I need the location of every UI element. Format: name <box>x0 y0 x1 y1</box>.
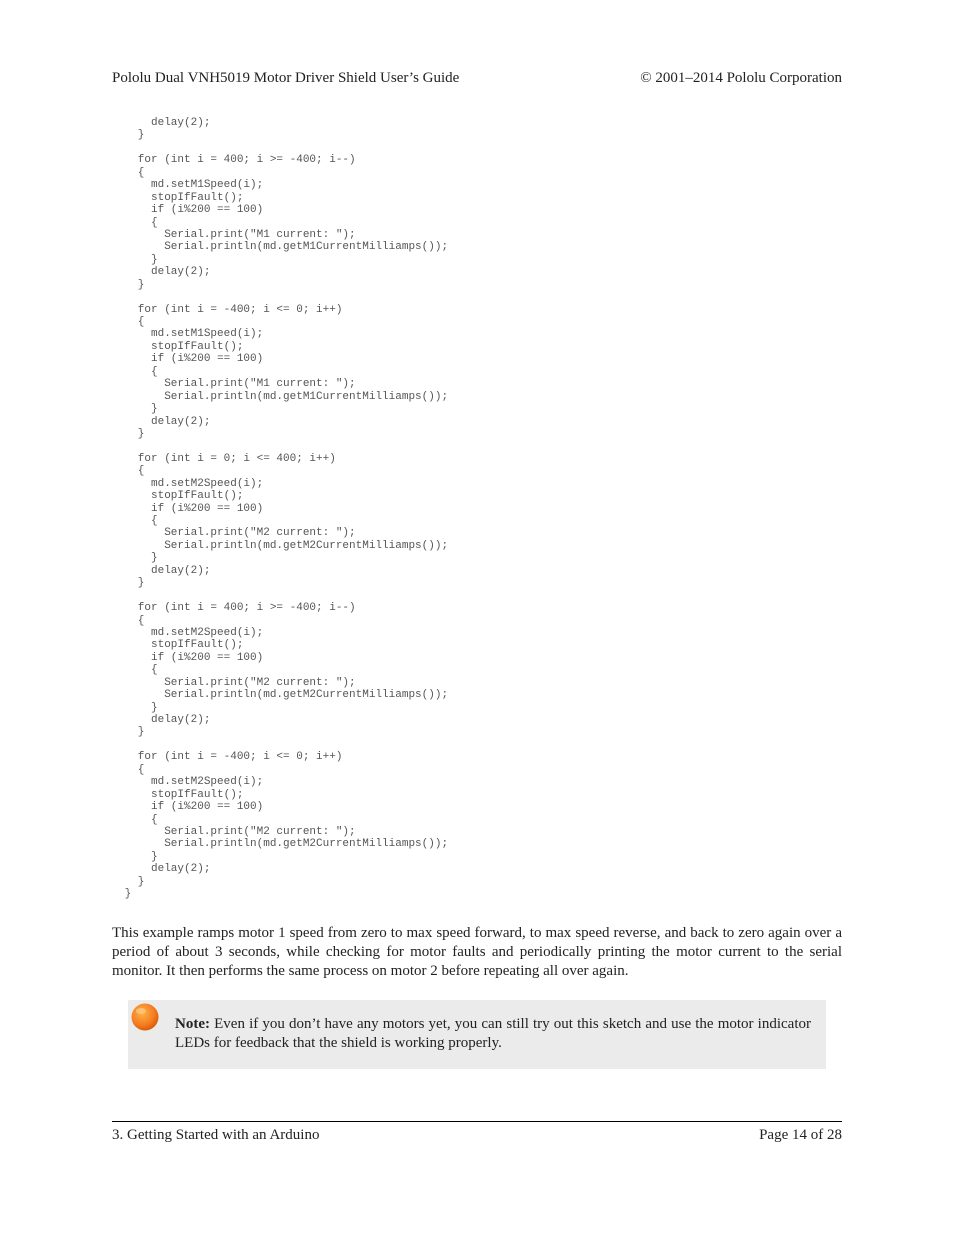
code-line: } <box>118 850 158 863</box>
code-line: if (i%200 == 100) <box>118 353 264 366</box>
code-line <box>118 590 448 602</box>
code-line: { <box>118 216 158 229</box>
code-line: } <box>118 129 145 142</box>
code-line <box>118 291 448 303</box>
code-line: md.setM1Speed(i); <box>118 179 264 192</box>
note-box <box>128 1000 826 1069</box>
code-line: delay(2); <box>118 863 211 876</box>
code-line: Serial.println(md.getM1CurrentMilliamps()); <box>118 390 449 403</box>
body-paragraph: This example ramps motor 1 speed from zero to max speed forward, to max speed reverse, and back to zero again over a period of about 3 seconds, while checking for motor faults and periodically printing the motor current to the serial monitor. It then performs the same process on motor 2 before repeating all over again. <box>112 925 842 979</box>
code-listing <box>118 117 448 901</box>
code-line: Serial.println(md.getM2CurrentMilliamps()); <box>118 539 449 552</box>
code-line: { <box>118 664 158 677</box>
code-line: } <box>118 552 158 565</box>
code-line: { <box>118 614 145 627</box>
code-line: if (i%200 == 100) <box>118 651 264 664</box>
code-line: md.setM2Speed(i); <box>118 477 264 490</box>
code-line: md.setM2Speed(i); <box>118 776 264 789</box>
code-line: Serial.print("M1 current: "); <box>118 228 356 241</box>
code-line: } <box>118 278 145 291</box>
code-line: delay(2); <box>118 714 211 726</box>
note-text <box>175 1015 811 1053</box>
code-line: Serial.print("M2 current: "); <box>118 825 356 838</box>
code-line: { <box>118 763 145 776</box>
code-line: { <box>118 813 158 826</box>
code-line: Serial.println(md.getM2CurrentMilliamps()); <box>118 689 449 702</box>
code-line: } <box>118 427 145 440</box>
code-line: Serial.println(md.getM2CurrentMilliamps()); <box>118 838 449 851</box>
code-line: } <box>118 403 158 416</box>
code-line: md.setM1Speed(i); <box>118 328 264 341</box>
code-line: } <box>118 875 145 888</box>
footer-divider <box>112 1121 842 1122</box>
page-number: Page 14 of 28 <box>759 1127 842 1143</box>
code-line: stopIfFault(); <box>118 340 244 353</box>
code-line: Serial.print("M2 current: "); <box>118 676 356 689</box>
code-line <box>118 142 448 154</box>
code-line: for (int i = -400; i <= 0; i++) <box>118 303 343 316</box>
code-line: } <box>118 253 158 266</box>
page-header <box>112 70 842 90</box>
code-line: for (int i = 0; i <= 400; i++) <box>118 452 336 465</box>
code-line: stopIfFault(); <box>118 788 244 801</box>
code-line: { <box>118 365 158 378</box>
code-line: stopIfFault(); <box>118 490 244 503</box>
code-line: { <box>118 316 145 328</box>
code-line: if (i%200 == 100) <box>118 801 264 814</box>
code-line: stopIfFault(); <box>118 191 244 204</box>
code-line: } <box>118 726 145 739</box>
page-footer <box>112 1127 842 1147</box>
code-line: { <box>118 166 145 179</box>
lightbulb-icon <box>130 1002 160 1032</box>
code-line: } <box>118 577 145 590</box>
code-line: for (int i = -400; i <= 0; i++) <box>118 751 343 764</box>
note-label: Note: <box>175 1016 210 1032</box>
code-line: Serial.println(md.getM1CurrentMilliamps()); <box>118 241 449 254</box>
document-title: Pololu Dual VNH5019 Motor Driver Shield User’s Guide <box>112 70 460 86</box>
code-line <box>118 440 448 452</box>
code-line: { <box>118 465 145 478</box>
code-line: Serial.print("M1 current: "); <box>118 378 356 391</box>
code-line: for (int i = 400; i >= -400; i--) <box>118 602 356 615</box>
note-body: Even if you don’t have any motors yet, you can still try out this sketch and use the motor indicator LEDs for feedback that the shield is working properly. <box>175 1016 811 1051</box>
code-line: Serial.print("M2 current: "); <box>118 527 356 540</box>
footer-section: 3. Getting Started with an Arduino <box>112 1127 320 1143</box>
code-line: if (i%200 == 100) <box>118 204 264 217</box>
code-line: delay(2); <box>118 266 211 279</box>
code-line <box>118 739 448 751</box>
copyright-notice: © 2001–2014 Pololu Corporation <box>640 70 842 86</box>
code-line: stopIfFault(); <box>118 639 244 652</box>
code-line: { <box>118 515 158 527</box>
code-line: delay(2); <box>118 564 211 577</box>
code-line: if (i%200 == 100) <box>118 502 264 515</box>
code-line: md.setM2Speed(i); <box>118 626 264 639</box>
code-line: delay(2); <box>118 415 211 428</box>
code-line: for (int i = 400; i >= -400; i--) <box>118 154 356 167</box>
code-line: } <box>118 701 158 714</box>
code-line: } <box>118 888 132 901</box>
code-line: delay(2); <box>118 117 211 129</box>
